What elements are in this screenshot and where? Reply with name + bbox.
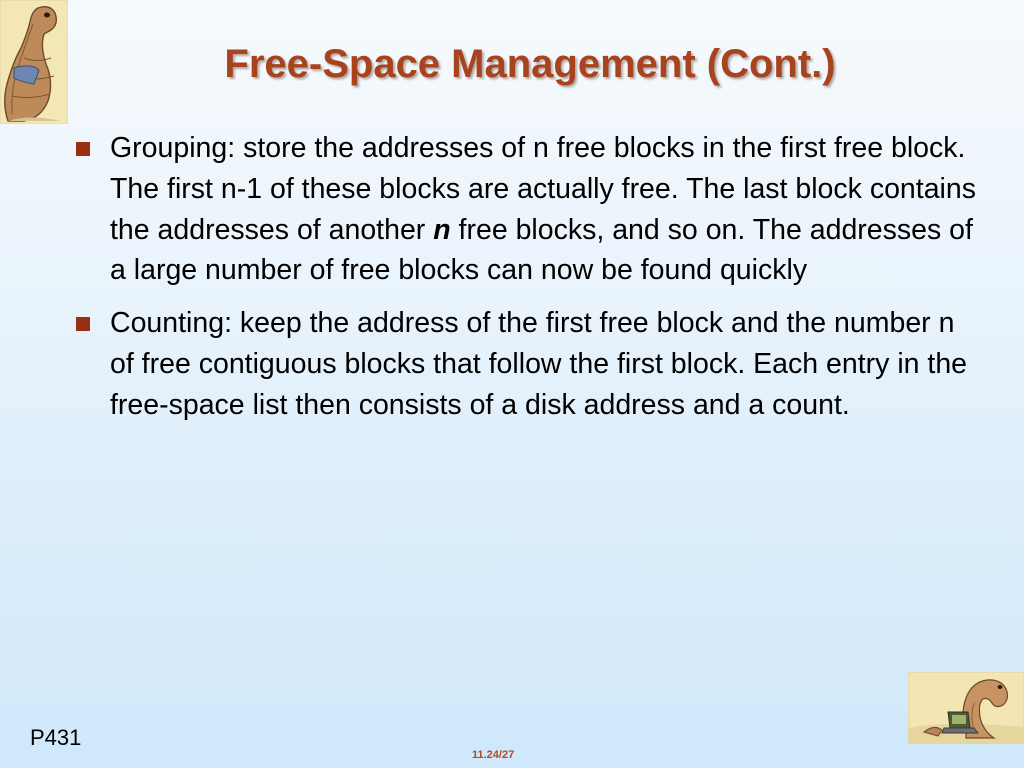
bullet-item-grouping — [76, 128, 981, 291]
dinosaur-logo-icon — [0, 0, 68, 124]
bullet-text: Grouping: store the addresses of n free blocks in the first free block. The first n-1 of these blocks are actually free. The last block contains the addresses of another n free blocks, and so on. The addresses of a large number of free blocks can now be found quickly — [110, 132, 976, 287]
page-reference: P431 — [30, 725, 82, 750]
slide-number: 11.24/27 — [472, 749, 515, 761]
bullet-list — [76, 128, 981, 438]
slide-title: Free-Space Management (Cont.) — [224, 42, 836, 86]
bullet-text: Counting: keep the address of the first free block and the number n of free contiguous blocks that follow the first block. Each entry in the free-space list then consists of a disk address and a count. — [110, 307, 968, 421]
emphasis-n: n — [433, 213, 451, 246]
square-bullet-icon — [76, 142, 90, 156]
dinosaur-laptop-icon — [908, 672, 1024, 744]
bullet-item-counting — [76, 303, 981, 425]
square-bullet-icon — [76, 317, 90, 331]
